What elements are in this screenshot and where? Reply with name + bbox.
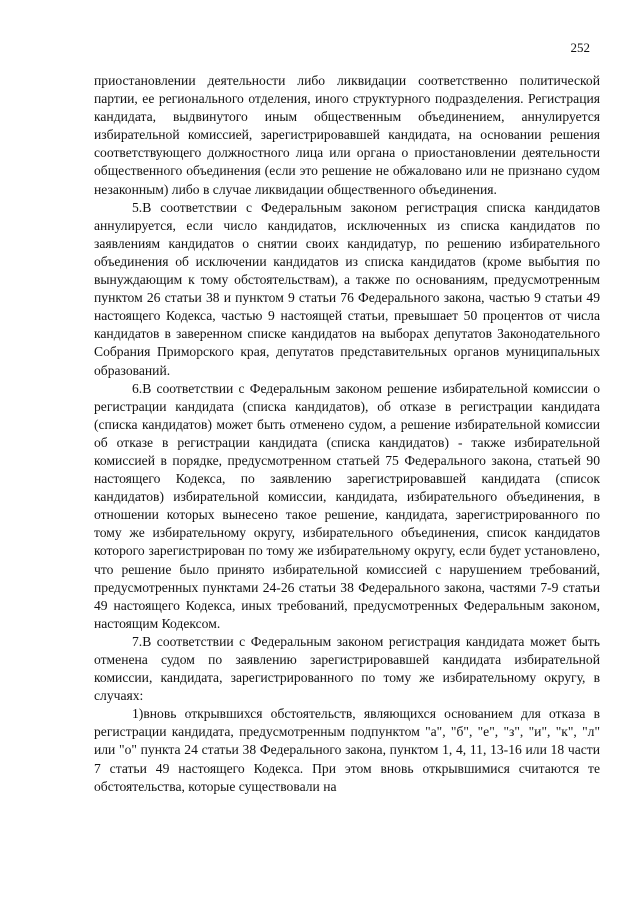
document-body [94, 72, 600, 796]
paragraph-clause-7: 7.В соответствии с Федеральным законом регистрация кандидата может быть отменена судом по заявлению зарегистрировавшей кандидата избирательной комиссии, кандидата, зарегистрированного по тому же избирательному округу, в случаях: [94, 633, 600, 704]
paragraph-clause-5: 5.В соответствии с Федеральным законом регистрация списка кандидатов аннулируется, если число кандидатов, исключенных из списка кандидатов по заявлениям кандидатов о снятии своих кандидатур, по решению избирательного объединения об исключении кандидатов из списка кандидатов (кроме выбытия по вынуждающим к тому обстоятельствам), а также по основаниям, предусмотренным пунктом 26 статьи 38 и пунктом 9 статьи 76 Федерального закона, частью 9 статьи 49 настоящего Кодекса, частью 9 настоящей статьи, превышает 50 процентов от числа кандидатов в заверенном списке кандидатов на выборах депутатов Законодательного Собрания Приморского края, депутатов представительных органов муниципальных образований. [94, 199, 600, 378]
paragraph-subclause-1: 1)вновь открывшихся обстоятельств, являющихся основанием для отказа в регистрации кандидата, предусмотренным подпунктом "а", "б", "е", "з", "и", "к", "л" или "о" пункта 24 статьи 38 Федерального закона, пунктом 1, 4, 11, 13-16 или 18 части 7 статьи 49 настоящего Кодекса. При этом вновь открывшимися считаются те обстоятельства, которые существовали на [94, 706, 600, 794]
paragraph: приостановлении деятельности либо ликвидации соответственно политической партии, ее регионального отделения, иного структурного подразделения. Регистрация кандидата, выдвинутого иным общественным объединением, аннулируется избирательной комиссией, зарегистрировавшей кандидата, на основании решения соответствующего должностного лица или органа о приостановлении деятельности общественного объединения (если это решение не обжаловано или не признано судом незаконным) либо в случае ликвидации общественного объединения. [94, 73, 600, 197]
paragraph-clause-6: 6.В соответствии с Федеральным законом решение избирательной комиссии о регистрации кандидата (списка кандидатов), об отказе в регистрации кандидата (списка кандидатов) может быть отменено судом, а решение избирательной комиссии об отказе в регистрации кандидата (списка кандидатов) - также избирательной комиссией в порядке, предусмотренном статьей 75 Федерального закона, статьей 90 настоящего Кодекса, по заявлению зарегистрировавшей кандидата (список кандидатов) избирательной комиссии, кандидата, избирательного объединения, в отношении которых вынесено такое решение, кандидата, зарегистрированного по тому же избирательному округу, избирательного объединения, список кандидатов которого зарегистрирован по тому же избирательному округу, если будет установлено, что решение было принято избирательной комиссией с нарушением требований, предусмотренных пунктами 24-26 статьи 38 Федерального закона, частями 7-9 статьи 49 настоящего Кодекса, иных требований, предусмотренных Федеральным законом, настоящим Кодексом. [94, 380, 600, 631]
page-number: 252 [570, 40, 590, 55]
